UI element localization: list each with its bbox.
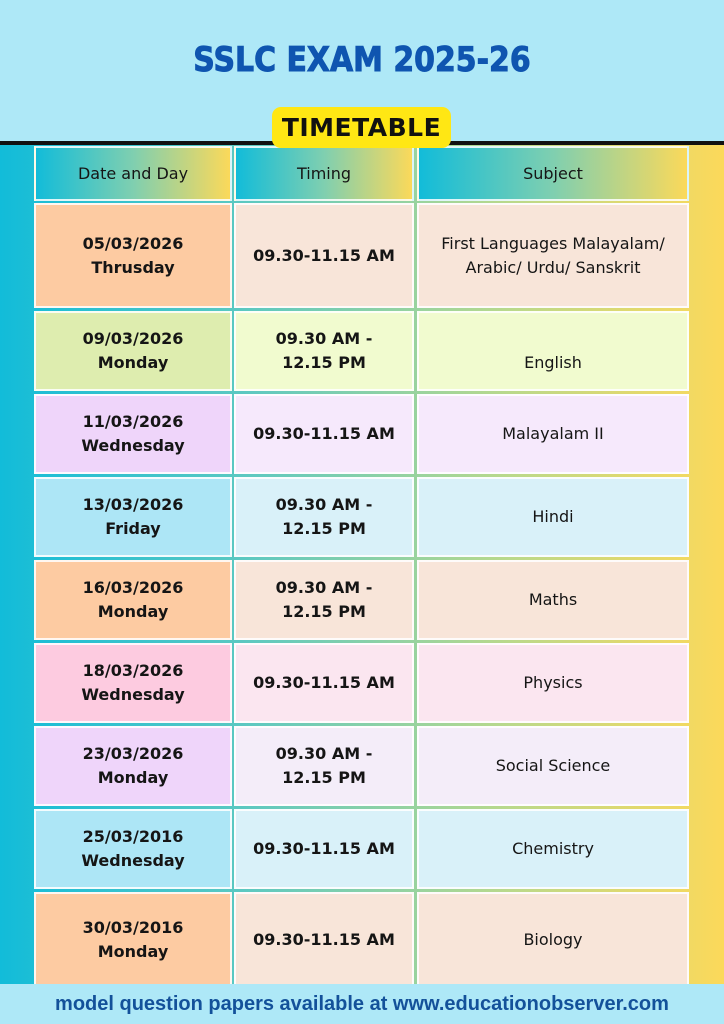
exam-day: Wednesday <box>81 436 185 455</box>
timing-cell: 09.30 AM - 12.15 PM <box>234 311 414 391</box>
column-header-subject: Subject <box>417 146 689 201</box>
date-day-cell <box>34 892 232 987</box>
date-day-cell <box>34 643 232 723</box>
exam-date: 09/03/2026 <box>82 329 184 348</box>
subject-cell: Maths <box>417 560 689 640</box>
table-row <box>34 892 689 987</box>
table-header-row <box>34 146 689 201</box>
table-row <box>34 394 689 474</box>
table-row <box>34 560 689 640</box>
date-day-cell <box>34 203 232 308</box>
exam-day: Friday <box>105 519 161 538</box>
table-row <box>34 203 689 308</box>
timing-cell: 09.30 AM - 12.15 PM <box>234 477 414 557</box>
footer-banner: model question papers available at www.educationobserver.com <box>0 984 724 1024</box>
subject-cell: Physics <box>417 643 689 723</box>
table-row <box>34 809 689 889</box>
table-row <box>34 643 689 723</box>
timing-cell: 09.30-11.15 AM <box>234 643 414 723</box>
exam-day: Wednesday <box>81 851 185 870</box>
timing-cell: 09.30-11.15 AM <box>234 394 414 474</box>
timetable-badge: TIMETABLE <box>272 107 451 148</box>
page-title: SSLC EXAM 2025-26 <box>193 40 531 80</box>
exam-date: 05/03/2026 <box>82 233 184 253</box>
subject-cell: Malayalam II <box>417 394 689 474</box>
table-row <box>34 311 689 391</box>
column-header-date: Date and Day <box>34 146 232 201</box>
exam-date: 18/03/2026 <box>82 661 184 680</box>
subject-cell: Social Science <box>417 726 689 806</box>
subject-cell: Chemistry <box>417 809 689 889</box>
table-row <box>34 726 689 806</box>
date-day-cell <box>34 311 232 391</box>
subject-cell: English <box>417 311 689 391</box>
timing-cell: 09.30-11.15 AM <box>234 809 414 889</box>
date-day-cell <box>34 726 232 806</box>
timing-cell: 09.30 AM - 12.15 PM <box>234 560 414 640</box>
exam-date: 25/03/2016 <box>82 827 184 846</box>
date-day-cell <box>34 560 232 640</box>
exam-day: Monday <box>97 353 169 372</box>
exam-date: 30/03/2016 <box>82 917 184 937</box>
date-day-cell <box>34 394 232 474</box>
timing-cell: 09.30 AM - 12.15 PM <box>234 726 414 806</box>
subject-cell: Hindi <box>417 477 689 557</box>
exam-date: 13/03/2026 <box>82 495 184 514</box>
exam-date: 23/03/2026 <box>82 744 184 763</box>
date-day-cell <box>34 477 232 557</box>
exam-date: 16/03/2026 <box>82 578 184 597</box>
timing-cell: 09.30-11.15 AM <box>234 892 414 987</box>
timing-cell: 09.30-11.15 AM <box>234 203 414 308</box>
subject-cell: First Languages Malayalam/ Arabic/ Urdu/ Sanskrit <box>417 203 689 308</box>
exam-day: Wednesday <box>81 685 185 704</box>
exam-day: Thrusday <box>91 257 175 277</box>
column-header-timing: Timing <box>234 146 414 201</box>
exam-day: Monday <box>97 602 169 621</box>
exam-day: Monday <box>97 768 169 787</box>
subject-cell: Biology <box>417 892 689 987</box>
table-row <box>34 477 689 557</box>
exam-date: 11/03/2026 <box>82 412 184 431</box>
date-day-cell <box>34 809 232 889</box>
exam-day: Monday <box>97 941 169 961</box>
